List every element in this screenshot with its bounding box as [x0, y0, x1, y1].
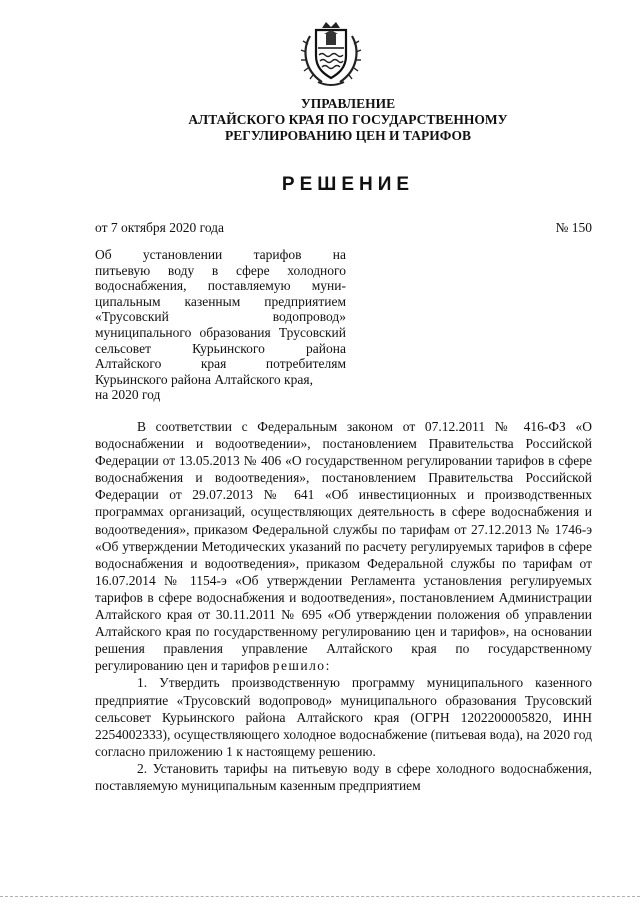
subject-line: ципальным казенным предприятием [95, 293, 346, 309]
decision-item-2: 2. Установить тарифы на питьевую воду в сфере холодного водоснабжения, поставляемую муниципальным казенным предприятием [95, 760, 592, 793]
subject-line: сельсовет Курьинского района [95, 340, 346, 356]
subject-line: питьевую воду в сфере холодного [95, 262, 346, 278]
document-date: от 7 октября 2020 года [95, 220, 225, 235]
document-number: № 150 [555, 220, 592, 235]
org-line: РЕГУЛИРОВАНИЮ ЦЕН И ТАРИФОВ [224, 128, 472, 143]
subject-line: муниципального образования Трусовский [95, 324, 346, 340]
preamble-paragraph: В соответствии с Федеральным законом от 07.12.2011 № 416-ФЗ «О водоснабжении и водоотведении», постановлением Правительства Российской Федерации от 13.05.2013 № 406 «О государственном регулировании тарифов в сфере водоснабжения и водоотведения», постановлением Правительства Российской Федерации от 29.07.2013 № 641 «Об инвестиционных и производственных программах организаций, осуществляющих деятельность в сфере водоснабжения и водоотведения», приказом Федеральной службы по тарифам от 27.12.2013 № 1746-э «Об утверждении Методических указаний по расчету регулируемых тарифов в сфере водоснабжения и водоотведения», приказом Федеральной службы по тарифам от 16.07.2014 № 1154-э «Об утверждении Регламента установления регулируемых тарифов в сфере водоснабжения и водоотведения», постановлением Администрации Алтайского края от 30.11.2011 № 695 «Об утверждении положения об управлении Алтайского края по государственному регулированию цен и тарифов», на основании решения правления управление Алтайского края по государственному регулированию цен и тарифов решило: [95, 419, 592, 674]
org-line: АЛТАЙСКОГО КРАЯ ПО ГОСУДАРСТВЕННОМУ [188, 112, 508, 127]
coat-of-arms-icon [300, 18, 362, 90]
document-type-title: РЕШЕНИЕ [281, 174, 415, 195]
issuing-authority [120, 96, 576, 144]
org-line: УПРАВЛЕНИЕ [300, 96, 396, 111]
document-body [95, 418, 592, 794]
subject-line: Об установлении тарифов на [95, 247, 346, 262]
page-edge-divider [0, 896, 640, 898]
document-subject [95, 247, 346, 403]
resolved-word: решило [272, 658, 326, 674]
subject-line: водоснабжения, поставляемую муни- [95, 278, 346, 294]
decision-item-1: 1. Утвердить производственную программу муниципального казенного предприятие «Трусовский водопровод» муниципального образования Трусовский сельсовет Курьинского района Алтайского края (ОГРН 1202200005820, ИНН 2254002333), осуществляющего холодное водоснабжение (питьевая вода), на 2020 год согласно приложению 1 к настоящему решению. [95, 675, 592, 759]
subject-line: Алтайского края потребителям [95, 356, 346, 372]
subject-line: Курьинского района Алтайского края, [95, 371, 313, 387]
preamble-text: В соответствии с Федеральным законом от 07.12.2011 № 416-ФЗ «О водоснабжении и водоотведении», постановлением Правительства Российской Федерации от 13.05.2013 № 406 «О государственном регулировании тарифов в сфере водоснабжения и водоотведения», постановлением Правительства Российской Федерации от 29.07.2013 № 641 «Об инвестиционных и производственных программах организаций, осуществляющих деятельность в сфере водоснабжения и водоотведения», приказом Федеральной службы по тарифам от 27.12.2013 № 1746-э «Об утверждении Методических указаний по расчету регулируемых тарифов в сфере водоснабжения и водоотведения», приказом Федеральной службы по тарифам от 16.07.2014 № 1154-э «Об утверждении Регламента установления регулируемых тарифов в сфере водоснабжения и водоотведения», постановлением Администрации Алтайского края от 30.11.2011 № 695 «Об утверждении положения об управлении Алтайского края по государственному регулированию цен и тарифов», на основании решения правления управление Алтайского края по государственному регулированию цен и тарифов [95, 419, 592, 674]
subject-line: «Трусовский водопровод» [95, 309, 346, 325]
subject-line: на 2020 год [95, 387, 161, 403]
